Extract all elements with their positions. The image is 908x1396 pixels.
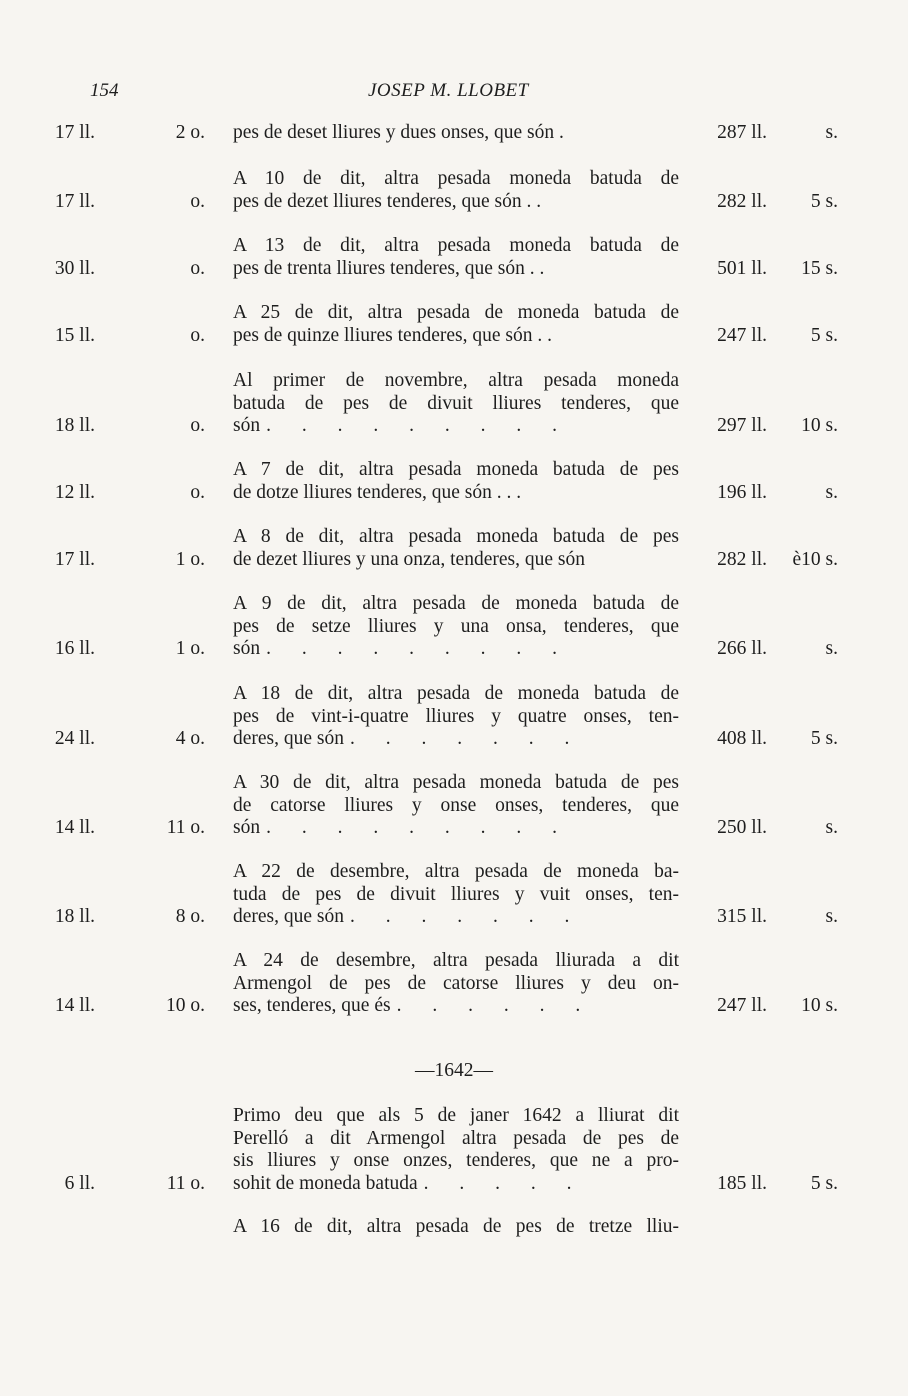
- weight-column: [0, 1173, 210, 1196]
- weight-lliures: 16 ll.: [54, 638, 95, 659]
- weight-lliures: 15 ll.: [54, 324, 95, 346]
- entry-line: tuda de pes de divuit lliures y vuit onses, ten-: [233, 883, 679, 905]
- entry-line: Perelló a dit Armengol altra pesada de pes de: [233, 1127, 679, 1149]
- weight-lliures: 17 ll.: [54, 548, 95, 570]
- entry-text: [233, 122, 679, 145]
- weight-lliures: 12 ll.: [54, 481, 95, 503]
- amount-lliures: 247 ll.: [717, 995, 767, 1016]
- amount-sous: 10 s.: [801, 415, 838, 436]
- weight-onses: 2 o.: [175, 122, 205, 143]
- entry-line-text: deres, que són: [233, 728, 345, 749]
- entry-line: A 18 de dit, altra pesada de moneda batuda de: [233, 683, 679, 704]
- weight-onses: o.: [190, 415, 205, 436]
- entry-text: [233, 772, 679, 840]
- amount-lliures: 287 ll.: [717, 122, 767, 143]
- entry-line-text: són: [233, 817, 261, 838]
- entry-text: [233, 1105, 679, 1195]
- weight-lliures: 17 ll.: [54, 190, 95, 212]
- weight-lliures: 6 ll.: [64, 1172, 95, 1194]
- entry-line: [233, 1173, 679, 1196]
- entry-line: pes de trenta lliures tenderes, que són . .: [233, 257, 545, 279]
- weight-onses: 11 o.: [166, 1172, 205, 1194]
- weight-onses: o.: [190, 324, 205, 346]
- entry-line: A 24 de desembre, altra pesada lliurada a dit: [233, 950, 679, 971]
- leader-dots: . . . . . . . . .: [266, 415, 570, 436]
- amount-column: [700, 995, 850, 1018]
- weight-onses: 1 o.: [175, 638, 205, 659]
- amount-column: [700, 122, 850, 145]
- leader-dots: . . . . . . .: [350, 906, 583, 927]
- amount-lliures: 247 ll.: [717, 324, 767, 346]
- entry-line: Al primer de novembre, altra pesada moneda: [233, 370, 679, 391]
- weight-lliures: 18 ll.: [54, 906, 95, 927]
- entry-line: A 22 de desembre, altra pesada de moneda ba-: [233, 861, 679, 882]
- entry-line-text: deres, que són: [233, 906, 345, 927]
- weight-column: [0, 638, 210, 661]
- amount-sous: s.: [825, 638, 838, 659]
- leader-dots: . . . . . . .: [350, 728, 583, 749]
- amount-sous: 15 s.: [801, 257, 838, 279]
- entry-text: [233, 235, 679, 280]
- entry-line: [233, 817, 679, 840]
- amount-column: [700, 817, 850, 840]
- leader-dots: . . . . . . . . .: [266, 638, 570, 659]
- amount-lliures: 196 ll.: [717, 481, 767, 503]
- weight-column: [0, 906, 210, 929]
- entry-line-text: sohit de moneda batuda: [233, 1172, 418, 1194]
- entry-line: [233, 415, 679, 438]
- weight-onses: 10 o.: [166, 995, 205, 1016]
- entry-line: sis lliures y onse onzes, tenderes, que ne a pro-: [233, 1150, 679, 1171]
- entry-line: A 9 de dit, altra pesada de moneda batuda de: [233, 593, 679, 614]
- entry-line: de catorse lliures y onse onses, tenderes, que: [233, 794, 679, 816]
- entry-text: [233, 861, 679, 929]
- weight-column: [0, 191, 210, 214]
- amount-column: [700, 906, 850, 929]
- entry-text: [233, 526, 679, 571]
- weight-onses: 11 o.: [166, 817, 205, 838]
- weight-column: [0, 995, 210, 1018]
- weight-onses: 8 o.: [175, 906, 205, 927]
- amount-column: [700, 415, 850, 438]
- entry-line: A 7 de dit, altra pesada moneda batuda de pes: [233, 459, 679, 480]
- entry-line: [233, 638, 679, 661]
- weight-lliures: 30 ll.: [54, 257, 95, 279]
- amount-lliures: 185 ll.: [717, 1172, 767, 1194]
- amount-sous: 10 s.: [801, 995, 838, 1016]
- amount-lliures: 408 ll.: [717, 728, 767, 749]
- amount-lliures: 315 ll.: [717, 906, 767, 927]
- amount-sous: è10 s.: [792, 548, 838, 570]
- leader-dots: . . . . .: [423, 1172, 585, 1194]
- amount-column: [700, 638, 850, 661]
- entry-line: A 25 de dit, altra pesada de moneda batuda de: [233, 302, 679, 323]
- entry-line: [233, 995, 679, 1018]
- weight-column: [0, 482, 210, 505]
- entry-line: pes de vint-i-quatre lliures y quatre onses, ten-: [233, 705, 679, 727]
- entry-line-text: són: [233, 415, 261, 436]
- weight-lliures: 17 ll.: [54, 122, 95, 143]
- entry-text: [233, 683, 679, 751]
- entry-line: de dezet lliures y una onza, tenderes, que són: [233, 548, 585, 570]
- entry-line-text: són: [233, 638, 261, 659]
- amount-lliures: 266 ll.: [717, 638, 767, 659]
- amount-column: [700, 325, 850, 348]
- entry-text: [233, 370, 679, 438]
- page-number: 154: [90, 80, 119, 101]
- amount-column: [700, 1173, 850, 1196]
- weight-column: [0, 415, 210, 438]
- amount-sous: 5 s.: [810, 1172, 838, 1194]
- amount-sous: 5 s.: [810, 190, 838, 212]
- amount-sous: 5 s.: [810, 324, 838, 346]
- weight-lliures: 14 ll.: [54, 817, 95, 838]
- amount-column: [700, 258, 850, 281]
- amount-lliures: 250 ll.: [717, 817, 767, 838]
- weight-column: [0, 122, 210, 145]
- amount-lliures: 501 ll.: [717, 257, 767, 279]
- entry-text: [233, 593, 679, 661]
- entry-line: pes de setze lliures y una onsa, tenderes, que: [233, 615, 679, 637]
- entry-text: [233, 459, 679, 504]
- running-title: JOSEP M. LLOBET: [368, 80, 529, 101]
- weight-onses: o.: [190, 257, 205, 279]
- weight-onses: o.: [190, 190, 205, 212]
- entry-line: A 13 de dit, altra pesada moneda batuda de: [233, 235, 679, 256]
- entry-line: pes de quinze lliures tenderes, que són . .: [233, 324, 552, 346]
- weight-onses: 1 o.: [175, 548, 205, 570]
- entry-line: A 10 de dit, altra pesada moneda batuda de: [233, 168, 679, 189]
- amount-column: [700, 482, 850, 505]
- entry-line: de dotze lliures tenderes, que són . . .: [233, 481, 522, 503]
- weight-column: [0, 549, 210, 572]
- entry-line: pes de deset lliures y dues onses, que són .: [233, 122, 564, 143]
- entry-line: A 16 de dit, altra pesada de pes de tretze lliu-: [233, 1216, 679, 1237]
- weight-lliures: 14 ll.: [54, 995, 95, 1016]
- amount-sous: s.: [825, 481, 838, 503]
- leader-dots: . . . . . .: [396, 995, 594, 1016]
- entry-line-text: ses, tenderes, que és: [233, 995, 391, 1016]
- weight-onses: 4 o.: [175, 728, 205, 749]
- weight-column: [0, 728, 210, 751]
- entry-line: pes de dezet lliures tenderes, que són . .: [233, 190, 542, 212]
- amount-column: [700, 728, 850, 751]
- weight-column: [0, 258, 210, 281]
- amount-column: [700, 549, 850, 572]
- entry-line: [233, 728, 679, 751]
- amount-sous: s.: [825, 906, 838, 927]
- entry-text: [233, 1216, 679, 1239]
- weight-lliures: 24 ll.: [54, 728, 95, 749]
- entry-line: A 30 de dit, altra pesada moneda batuda de pes: [233, 772, 679, 793]
- entry-text: [233, 168, 679, 213]
- amount-lliures: 282 ll.: [717, 190, 767, 212]
- weight-column: [0, 817, 210, 840]
- amount-column: [700, 191, 850, 214]
- amount-lliures: 297 ll.: [717, 415, 767, 436]
- weight-column: [0, 325, 210, 348]
- entry-line: A 8 de dit, altra pesada moneda batuda de pes: [233, 526, 679, 547]
- page-header: [0, 80, 908, 104]
- year-heading: —1642—: [415, 1060, 493, 1081]
- entry-line: Armengol de pes de catorse lliures y deu on-: [233, 972, 679, 994]
- amount-sous: 5 s.: [810, 728, 838, 749]
- amount-lliures: 282 ll.: [717, 548, 767, 570]
- entry-text: [233, 950, 679, 1018]
- entry-line: Primo deu que als 5 de janer 1642 a lliurat dit: [233, 1105, 679, 1126]
- leader-dots: . . . . . . . . .: [266, 817, 570, 838]
- weight-onses: o.: [190, 481, 205, 503]
- entry-line: [233, 906, 679, 929]
- entry-text: [233, 302, 679, 347]
- weight-lliures: 18 ll.: [54, 415, 95, 436]
- amount-sous: s.: [825, 817, 838, 838]
- amount-sous: s.: [825, 122, 838, 143]
- entry-line: batuda de pes de divuit lliures tenderes, que: [233, 392, 679, 414]
